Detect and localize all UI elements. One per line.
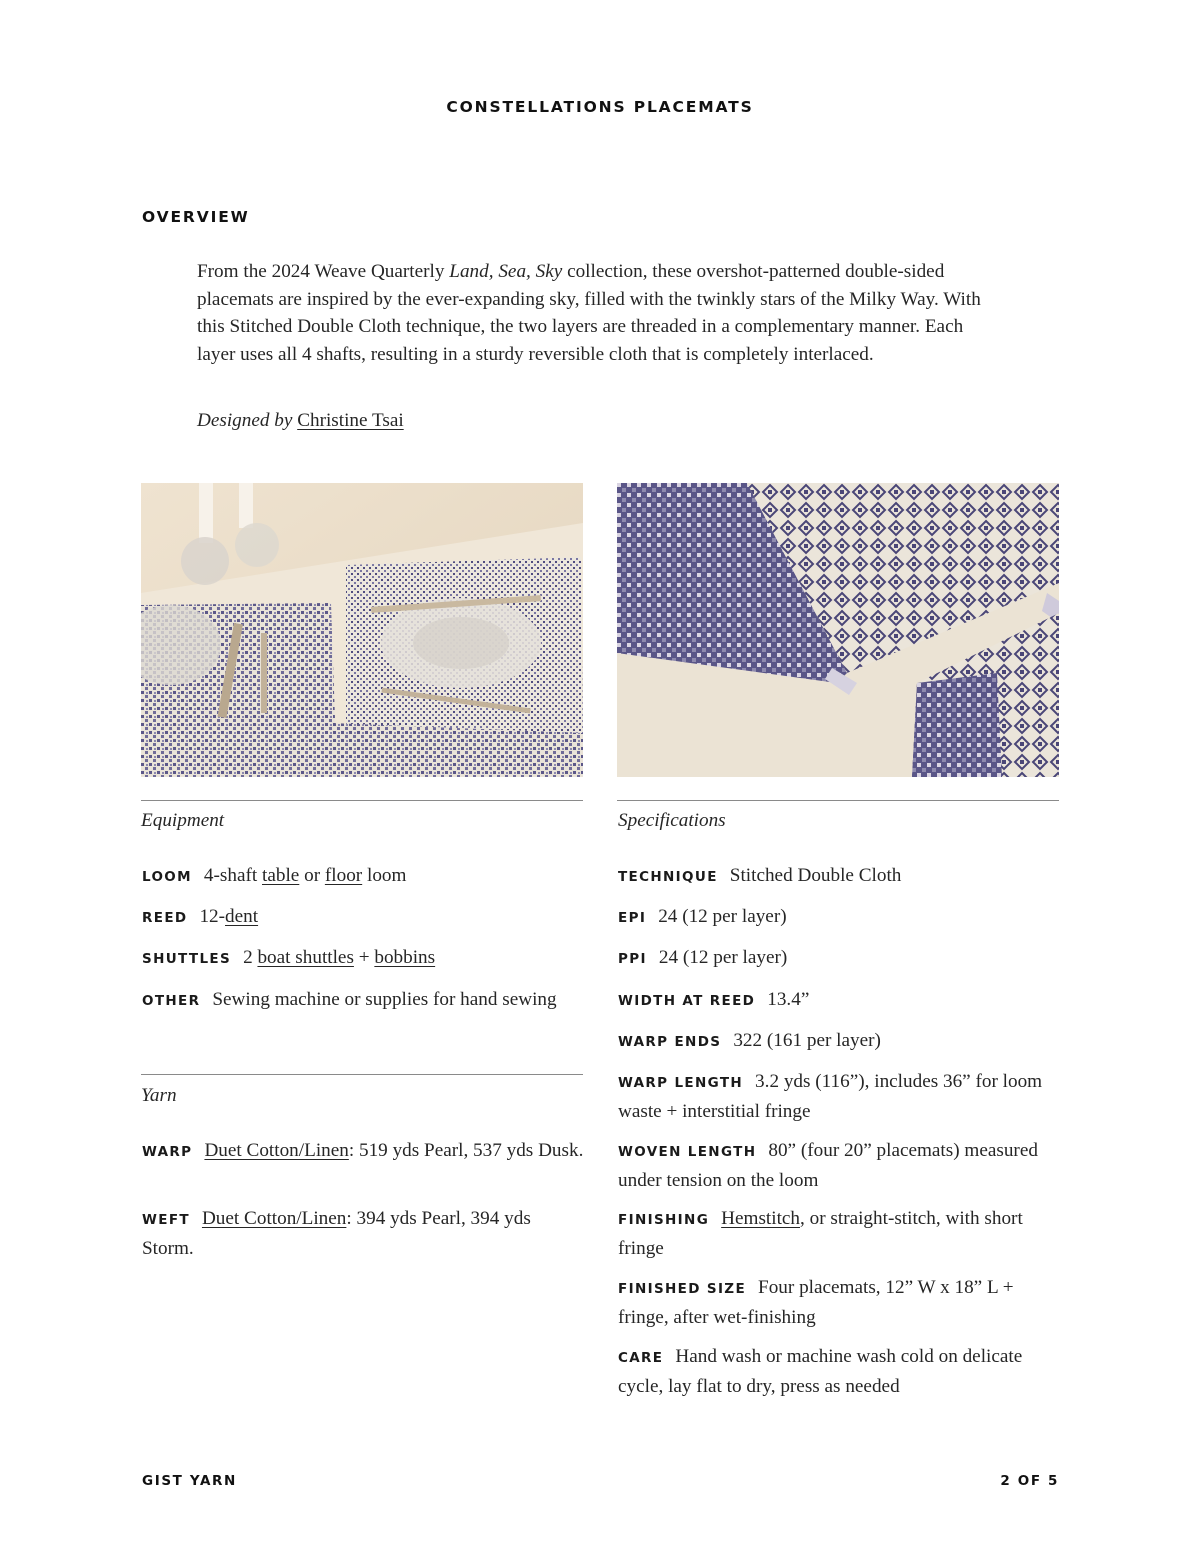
spec-woven-length bbox=[618, 1137, 1063, 1194]
ppi-label: PPI bbox=[618, 951, 647, 967]
finished-size-value: Four placemats, 12” W x 18” L + fringe, after wet-finishing bbox=[618, 1277, 1014, 1328]
technique-value: Stitched Double Cloth bbox=[729, 865, 902, 886]
spec-shuttles bbox=[142, 944, 587, 974]
warp-yarn-value: : 519 yds Pearl, 537 yds Dusk. bbox=[348, 1140, 584, 1161]
spec-finished-size bbox=[618, 1274, 1063, 1331]
warp-length-label: WARP LENGTH bbox=[618, 1075, 744, 1091]
spec-technique bbox=[618, 862, 1063, 892]
width-at-reed-label: WIDTH AT REED bbox=[618, 993, 756, 1009]
designer-credit bbox=[197, 410, 404, 432]
specifications-rule bbox=[617, 800, 1059, 801]
woven-length-value: 80” (four 20” placemats) measured under tension on the loom bbox=[618, 1140, 1038, 1191]
warp-label: WARP bbox=[142, 1144, 193, 1160]
spec-weft-yarn bbox=[142, 1205, 587, 1262]
bobbins-link[interactable]: bobbins bbox=[374, 947, 436, 968]
epi-value: 24 (12 per layer) bbox=[658, 906, 787, 927]
shuttles-text-pre: 2 bbox=[243, 947, 258, 968]
care-label: CARE bbox=[618, 1350, 664, 1366]
yarn-title: Yarn bbox=[141, 1085, 177, 1106]
dent-link[interactable]: dent bbox=[225, 906, 259, 927]
overview-heading: OVERVIEW bbox=[142, 208, 250, 226]
finishing-value: , or straight-stitch, with short fringe bbox=[618, 1208, 1023, 1259]
overview-paragraph bbox=[197, 258, 997, 368]
spec-epi bbox=[618, 903, 1063, 933]
overview-text-2: collection, these overshot-patterned double-sided placemats are inspired by the ever-expanding sky, filled with the twinkly stars of the Milky Way. With this Stitched Double Cloth technique, the two layers are threaded in a complementary manner. Each layer uses all 4 shafts, resulting in a sturdy reversible cloth that is completely interlaced. bbox=[197, 261, 981, 365]
page-title: CONSTELLATIONS PLACEMATS bbox=[446, 98, 754, 116]
designed-by-label: Designed by bbox=[197, 410, 293, 431]
shuttles-text-mid: + bbox=[353, 947, 375, 968]
other-label: OTHER bbox=[142, 993, 201, 1009]
technique-label: TECHNIQUE bbox=[618, 869, 718, 885]
woven-length-label: WOVEN LENGTH bbox=[618, 1144, 757, 1160]
floor-loom-link[interactable]: floor bbox=[324, 865, 363, 886]
weft-yarn-value: : 394 yds Pearl, 394 yds Storm. bbox=[142, 1208, 531, 1259]
spec-reed bbox=[142, 903, 587, 933]
warp-yarn-link[interactable]: Duet Cotton/Linen bbox=[204, 1140, 349, 1161]
weft-yarn-link[interactable]: Duet Cotton/Linen bbox=[201, 1208, 347, 1229]
equipment-rule bbox=[141, 800, 583, 801]
width-at-reed-value: 13.4” bbox=[767, 989, 810, 1010]
care-value: Hand wash or machine wash cold on delicate cycle, lay flat to dry, press as needed bbox=[618, 1346, 1023, 1397]
ppi-value: 24 (12 per layer) bbox=[658, 947, 788, 968]
overview-text-1: From the 2024 Weave Quarterly bbox=[197, 261, 450, 282]
shuttles-label: SHUTTLES bbox=[142, 951, 232, 967]
loom-text-pre: 4-shaft bbox=[203, 865, 262, 886]
spec-finishing bbox=[618, 1205, 1063, 1262]
footer-brand: GIST YARN bbox=[142, 1473, 237, 1489]
table-loom-link[interactable]: table bbox=[262, 865, 300, 886]
placemats-table-photo bbox=[141, 483, 583, 777]
page-number: 2 OF 5 bbox=[1000, 1473, 1059, 1489]
spec-care bbox=[618, 1343, 1063, 1400]
yarn-rule bbox=[141, 1074, 583, 1075]
hemstitch-link[interactable]: Hemstitch bbox=[721, 1208, 801, 1229]
boat-shuttles-link[interactable]: boat shuttles bbox=[257, 947, 354, 968]
spec-warp-yarn bbox=[142, 1137, 587, 1167]
warp-ends-value: 322 (161 per layer) bbox=[733, 1030, 881, 1051]
other-value: Sewing machine or supplies for hand sewing bbox=[212, 989, 557, 1010]
warp-length-value: 3.2 yds (116”), includes 36” for loom waste + interstitial fringe bbox=[618, 1071, 1043, 1122]
placemat-closeup-photo bbox=[617, 483, 1059, 777]
epi-label: EPI bbox=[618, 910, 647, 926]
loom-text-post: loom bbox=[362, 865, 407, 886]
warp-ends-label: WARP ENDS bbox=[618, 1034, 722, 1050]
weft-label: WEFT bbox=[142, 1212, 190, 1228]
loom-label: LOOM bbox=[142, 869, 192, 885]
spec-loom bbox=[142, 862, 587, 892]
equipment-title: Equipment bbox=[141, 810, 225, 831]
spec-width-at-reed bbox=[618, 986, 1063, 1016]
finished-size-label: FINISHED SIZE bbox=[618, 1281, 747, 1297]
spec-warp-length bbox=[618, 1068, 1063, 1125]
reed-label: REED bbox=[142, 910, 188, 926]
finishing-label: FINISHING bbox=[618, 1212, 710, 1228]
spec-other bbox=[142, 986, 587, 1016]
collection-name: Land, Sea, Sky bbox=[449, 261, 563, 282]
spec-warp-ends bbox=[618, 1027, 1063, 1057]
designer-link[interactable]: Christine Tsai bbox=[297, 410, 404, 431]
spec-ppi bbox=[618, 944, 1063, 974]
specifications-title: Specifications bbox=[618, 810, 726, 831]
loom-text-mid: or bbox=[299, 865, 325, 886]
reed-text: 12- bbox=[199, 906, 226, 927]
